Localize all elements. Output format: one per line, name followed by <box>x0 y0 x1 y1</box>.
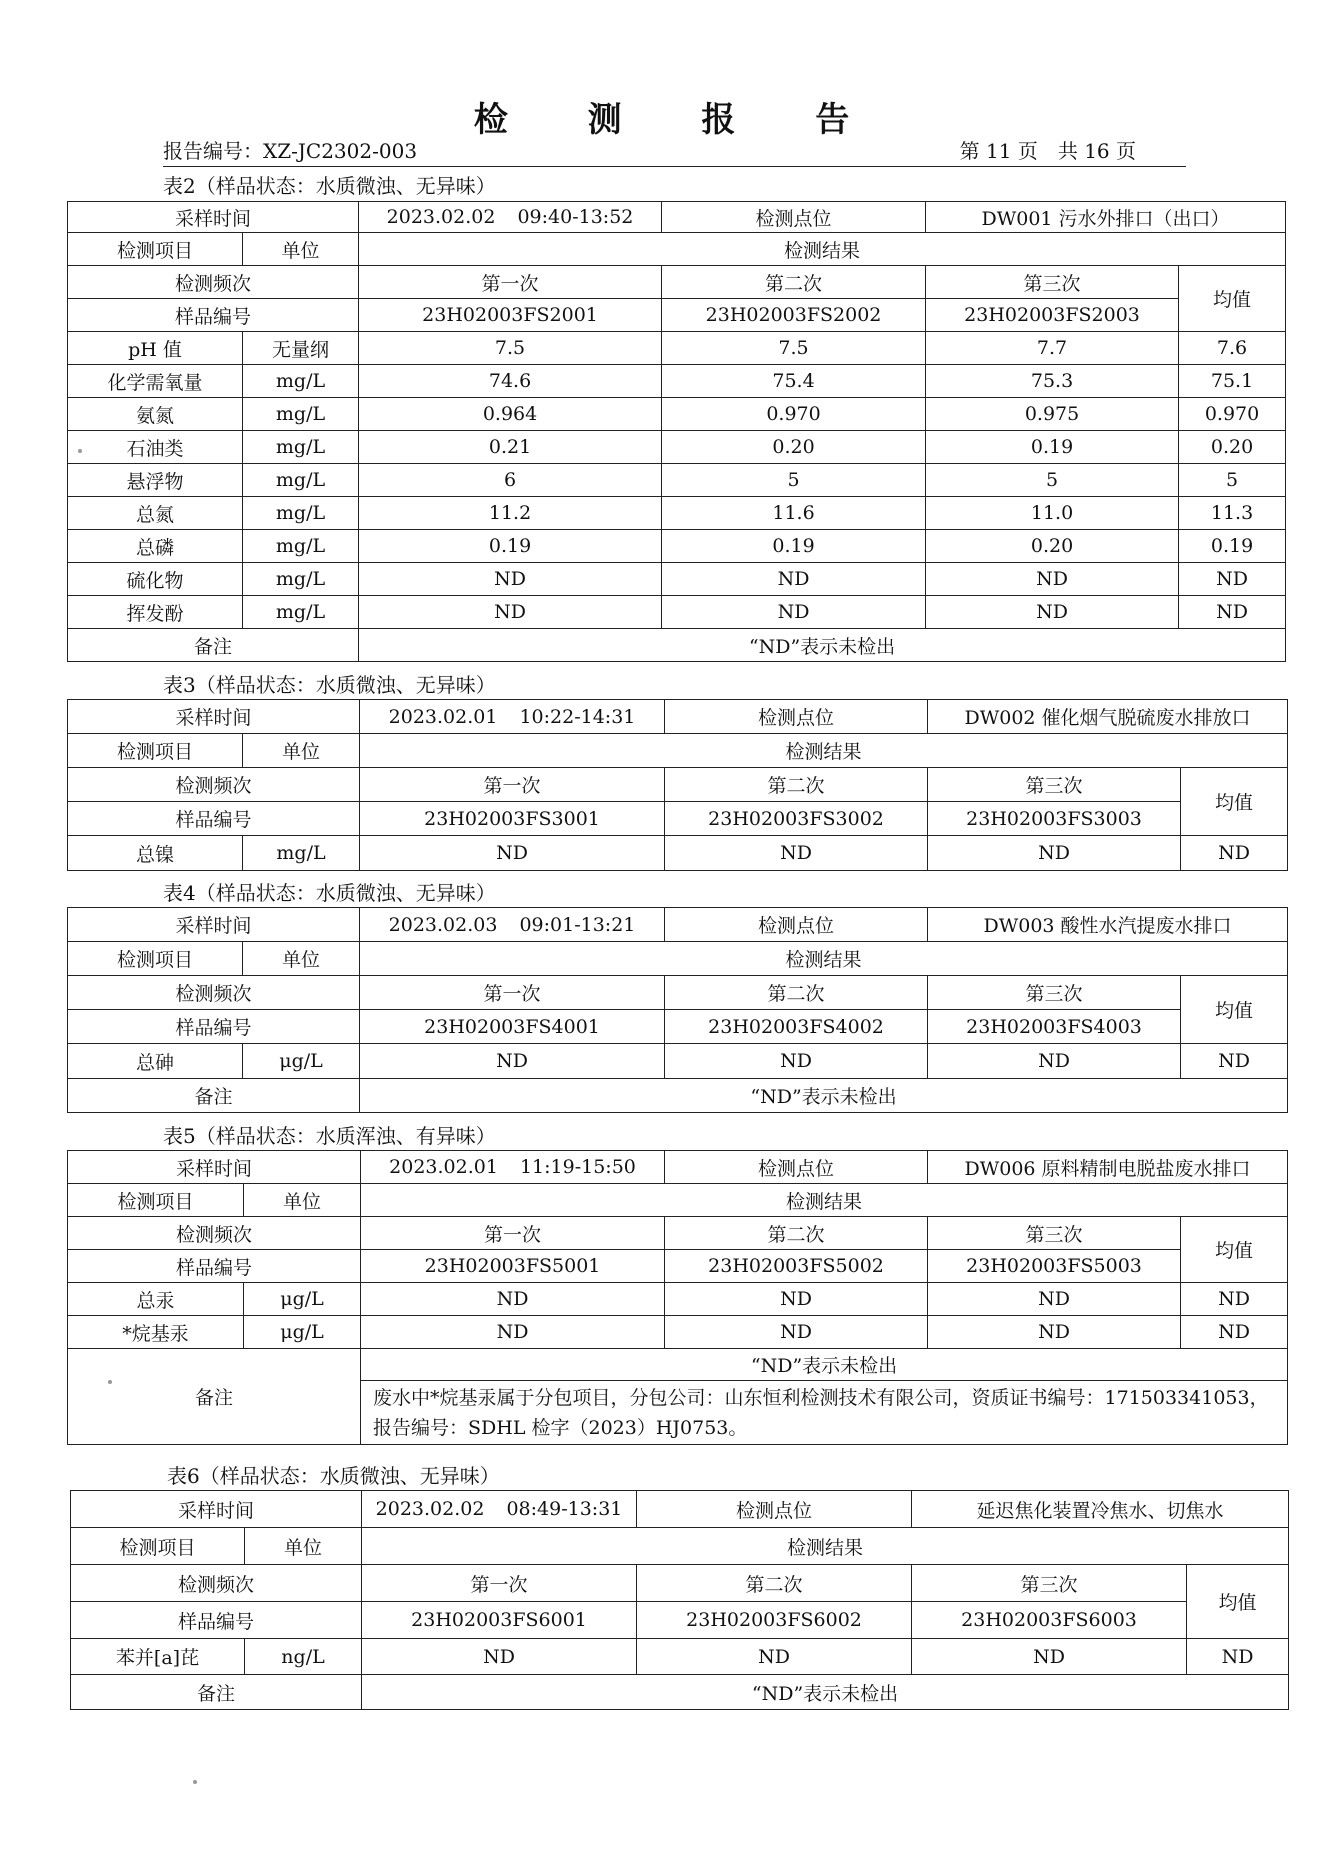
sample-id: 23H02003FS6002 <box>637 1602 912 1639</box>
value-1: 7.5 <box>359 332 662 365</box>
freq-1: 第一次 <box>362 1565 637 1602</box>
table-row <box>71 1675 1289 1710</box>
table-row <box>68 530 1286 563</box>
sample-label: 样品编号 <box>68 1010 360 1044</box>
table-row <box>71 1528 1289 1565</box>
sample-id: 23H02003FS6001 <box>362 1602 637 1639</box>
sample-id: 23H02003FS3003 <box>928 802 1181 836</box>
sample-id: 23H02003FS3001 <box>360 802 665 836</box>
item-unit: mg/L <box>243 431 359 464</box>
time-label: 采样时间 <box>71 1491 362 1528</box>
remark-label: 备注 <box>68 629 359 662</box>
point-value: DW003 酸性水汽提废水排口 <box>928 908 1288 942</box>
table-row <box>68 1044 1288 1079</box>
remark-value: “ND”表示未检出 <box>362 1675 1289 1710</box>
sample-id: 23H02003FS5002 <box>665 1250 928 1283</box>
value-2: 11.6 <box>662 497 926 530</box>
value-avg: ND <box>1179 596 1286 629</box>
item-name: 硫化物 <box>68 563 243 596</box>
table-row <box>71 1565 1289 1602</box>
value-avg: ND <box>1179 563 1286 596</box>
table-row <box>68 629 1286 662</box>
value-3: 11.0 <box>926 497 1179 530</box>
sampling-time: 2023.02.03 09:01-13:21 <box>360 908 665 942</box>
value-2: 0.970 <box>662 398 926 431</box>
table6 <box>70 1490 1289 1710</box>
table-row <box>68 1349 1288 1381</box>
item-name: 苯并[a]芘 <box>71 1639 245 1675</box>
table-row <box>71 1602 1289 1639</box>
table3-caption: 表3（样品状态：水质微浊、无异味） <box>163 673 496 697</box>
item-name: 挥发酚 <box>68 596 243 629</box>
sample-id: 23H02003FS4002 <box>665 1010 928 1044</box>
sample-id: 23H02003FS6003 <box>912 1602 1187 1639</box>
point-label: 检测点位 <box>665 908 928 942</box>
value-1: 0.964 <box>359 398 662 431</box>
unit-label: 单位 <box>243 233 359 266</box>
unit-label: 单位 <box>243 734 360 768</box>
table6-caption: 表6（样品状态：水质微浊、无异味） <box>167 1464 500 1488</box>
item-label: 检测项目 <box>68 942 243 976</box>
time-label: 采样时间 <box>68 908 360 942</box>
freq-3: 第三次 <box>926 266 1179 299</box>
value-3: 7.7 <box>926 332 1179 365</box>
time-label: 采样时间 <box>68 700 360 734</box>
freq-2: 第二次 <box>665 768 928 802</box>
value-2: 0.20 <box>662 431 926 464</box>
item-name: 总氮 <box>68 497 243 530</box>
scan-speck <box>78 449 82 453</box>
table-row <box>68 365 1286 398</box>
table-row <box>68 1079 1288 1113</box>
scan-speck <box>193 1780 197 1784</box>
value-2: ND <box>665 1044 928 1079</box>
freq-1: 第一次 <box>360 976 665 1010</box>
value-3: ND <box>912 1639 1187 1675</box>
value-avg: 0.20 <box>1179 431 1286 464</box>
sample-label: 样品编号 <box>71 1602 362 1639</box>
item-unit: mg/L <box>243 836 360 871</box>
table-row <box>68 1250 1288 1283</box>
table-row <box>71 1639 1289 1675</box>
table-row <box>68 1010 1288 1044</box>
report-number: 报告编号：XZ-JC2302-003 <box>163 139 418 163</box>
time-label: 采样时间 <box>68 202 359 233</box>
freq-label: 检测频次 <box>68 976 360 1010</box>
sample-id: 23H02003FS4001 <box>360 1010 665 1044</box>
table-row <box>68 802 1288 836</box>
item-label: 检测项目 <box>68 233 243 266</box>
remark-label: 备注 <box>68 1079 360 1113</box>
value-avg: 7.6 <box>1179 332 1286 365</box>
value-2: ND <box>665 1316 928 1349</box>
value-1: 74.6 <box>359 365 662 398</box>
item-unit: mg/L <box>243 464 359 497</box>
table-row <box>68 266 1286 299</box>
value-2: 7.5 <box>662 332 926 365</box>
sample-id: 23H02003FS5003 <box>928 1250 1181 1283</box>
value-2: ND <box>665 1283 928 1316</box>
item-unit: mg/L <box>243 497 359 530</box>
subcontract-note: 废水中*烷基汞属于分包项目，分包公司：山东恒利检测技术有限公司，资质证书编号：171503341053，报告编号：SDHL 检字（2023）HJ0753。 <box>361 1381 1288 1445</box>
item-unit: mg/L <box>243 530 359 563</box>
report-title: 检 测 报 告 <box>473 100 884 140</box>
item-name: 总磷 <box>68 530 243 563</box>
value-3: 0.19 <box>926 431 1179 464</box>
item-name: 石油类 <box>68 431 243 464</box>
value-3: ND <box>926 563 1179 596</box>
result-label: 检测结果 <box>362 1528 1289 1565</box>
unit-label: 单位 <box>243 942 360 976</box>
point-value: DW006 原料精制电脱盐废水排口 <box>928 1151 1288 1184</box>
item-name: 总砷 <box>68 1044 243 1079</box>
table-row <box>68 398 1286 431</box>
remark-value: “ND”表示未检出 <box>360 1079 1288 1113</box>
point-value: DW002 催化烟气脱硫废水排放口 <box>928 700 1288 734</box>
value-3: ND <box>928 1316 1181 1349</box>
table3 <box>67 699 1288 871</box>
freq-label: 检测频次 <box>71 1565 362 1602</box>
table-row <box>68 332 1286 365</box>
sample-id: 23H02003FS3002 <box>665 802 928 836</box>
sample-id: 23H02003FS5001 <box>361 1250 665 1283</box>
value-2: 75.4 <box>662 365 926 398</box>
avg-label: 均值 <box>1181 1217 1288 1283</box>
sample-id: 23H02003FS4003 <box>928 1010 1181 1044</box>
sample-id: 23H02003FS2002 <box>662 299 926 332</box>
sampling-time: 2023.02.02 09:40-13:52 <box>359 202 662 233</box>
value-3: 5 <box>926 464 1179 497</box>
avg-label: 均值 <box>1179 266 1286 332</box>
value-1: ND <box>360 836 665 871</box>
table-row <box>68 1217 1288 1250</box>
value-3: 0.975 <box>926 398 1179 431</box>
table-row <box>68 908 1288 942</box>
table-row <box>68 768 1288 802</box>
value-3: ND <box>928 836 1181 871</box>
table4-caption: 表4（样品状态：水质微浊、无异味） <box>163 881 496 905</box>
value-3: 75.3 <box>926 365 1179 398</box>
value-1: ND <box>360 1044 665 1079</box>
freq-label: 检测频次 <box>68 266 359 299</box>
item-name: *烷基汞 <box>68 1316 244 1349</box>
remark-label: 备注 <box>68 1349 361 1445</box>
avg-label: 均值 <box>1187 1565 1289 1639</box>
value-2: ND <box>665 836 928 871</box>
value-1: 0.21 <box>359 431 662 464</box>
item-unit: mg/L <box>243 365 359 398</box>
page-indicator: 第 11 页 共 16 页 <box>959 139 1136 163</box>
sampling-time: 2023.02.01 10:22-14:31 <box>360 700 665 734</box>
table4 <box>67 907 1288 1113</box>
table-row <box>68 596 1286 629</box>
table-row <box>68 1283 1288 1316</box>
value-1: ND <box>361 1316 665 1349</box>
value-1: ND <box>359 596 662 629</box>
value-avg: 75.1 <box>1179 365 1286 398</box>
unit-label: 单位 <box>245 1528 362 1565</box>
table2 <box>67 201 1286 662</box>
table-row <box>68 976 1288 1010</box>
table-row <box>68 431 1286 464</box>
table-row <box>68 734 1288 768</box>
value-avg: ND <box>1181 1316 1288 1349</box>
value-avg: 0.970 <box>1179 398 1286 431</box>
point-value: DW001 污水外排口（出口） <box>926 202 1286 233</box>
item-unit: ng/L <box>245 1639 362 1675</box>
freq-1: 第一次 <box>359 266 662 299</box>
item-unit: μg/L <box>243 1044 360 1079</box>
table-row <box>68 942 1288 976</box>
value-1: ND <box>361 1283 665 1316</box>
result-label: 检测结果 <box>361 1184 1288 1217</box>
freq-3: 第三次 <box>928 768 1181 802</box>
freq-label: 检测频次 <box>68 768 360 802</box>
remark-value: “ND”表示未检出 <box>359 629 1286 662</box>
item-name: 总汞 <box>68 1283 244 1316</box>
value-avg: ND <box>1187 1639 1289 1675</box>
avg-label: 均值 <box>1181 976 1288 1044</box>
time-label: 采样时间 <box>68 1151 361 1184</box>
item-name: 总镍 <box>68 836 243 871</box>
table-row <box>68 563 1286 596</box>
value-3: ND <box>926 596 1179 629</box>
value-3: ND <box>928 1044 1181 1079</box>
remark-label: 备注 <box>71 1675 362 1710</box>
freq-3: 第三次 <box>928 976 1181 1010</box>
table-row <box>68 233 1286 266</box>
value-2: 5 <box>662 464 926 497</box>
table-row <box>71 1491 1289 1528</box>
table-row <box>68 299 1286 332</box>
item-name: 氨氮 <box>68 398 243 431</box>
value-avg: 5 <box>1179 464 1286 497</box>
value-avg: ND <box>1181 1283 1288 1316</box>
scan-speck <box>108 1380 112 1384</box>
value-2: ND <box>637 1639 912 1675</box>
freq-2: 第二次 <box>665 1217 928 1250</box>
item-label: 检测项目 <box>71 1528 245 1565</box>
unit-label: 单位 <box>244 1184 361 1217</box>
table-row <box>68 1151 1288 1184</box>
freq-3: 第三次 <box>912 1565 1187 1602</box>
table5-caption: 表5（样品状态：水质浑浊、有异味） <box>163 1124 496 1148</box>
sample-label: 样品编号 <box>68 299 359 332</box>
sampling-time: 2023.02.01 11:19-15:50 <box>361 1151 665 1184</box>
item-unit: mg/L <box>243 563 359 596</box>
sample-label: 样品编号 <box>68 802 360 836</box>
table-row <box>68 464 1286 497</box>
sample-id: 23H02003FS2001 <box>359 299 662 332</box>
value-1: 0.19 <box>359 530 662 563</box>
point-value: 延迟焦化装置冷焦水、切焦水 <box>912 1491 1289 1528</box>
freq-2: 第二次 <box>662 266 926 299</box>
value-avg: ND <box>1181 1044 1288 1079</box>
point-label: 检测点位 <box>662 202 926 233</box>
table-row <box>68 497 1286 530</box>
table-row <box>68 836 1288 871</box>
point-label: 检测点位 <box>637 1491 912 1528</box>
table-row <box>68 202 1286 233</box>
item-unit: μg/L <box>244 1316 361 1349</box>
result-label: 检测结果 <box>359 233 1286 266</box>
table5 <box>67 1150 1288 1445</box>
table2-caption: 表2（样品状态：水质微浊、无异味） <box>163 174 496 198</box>
value-avg: 0.19 <box>1179 530 1286 563</box>
remark-value: “ND”表示未检出 <box>361 1349 1288 1381</box>
point-label: 检测点位 <box>665 700 928 734</box>
value-2: 0.19 <box>662 530 926 563</box>
item-name: 悬浮物 <box>68 464 243 497</box>
item-label: 检测项目 <box>68 1184 244 1217</box>
item-name: pH 值 <box>68 332 243 365</box>
sample-label: 样品编号 <box>68 1250 361 1283</box>
value-2: ND <box>662 563 926 596</box>
table-row <box>68 700 1288 734</box>
item-unit: mg/L <box>243 596 359 629</box>
value-1: ND <box>359 563 662 596</box>
value-2: ND <box>662 596 926 629</box>
sampling-time: 2023.02.02 08:49-13:31 <box>362 1491 637 1528</box>
value-avg: ND <box>1181 836 1288 871</box>
item-unit: μg/L <box>244 1283 361 1316</box>
result-label: 检测结果 <box>360 734 1288 768</box>
value-1: ND <box>362 1639 637 1675</box>
point-label: 检测点位 <box>665 1151 928 1184</box>
report-header <box>163 136 1186 167</box>
value-avg: 11.3 <box>1179 497 1286 530</box>
value-3: 0.20 <box>926 530 1179 563</box>
value-3: ND <box>928 1283 1181 1316</box>
freq-1: 第一次 <box>361 1217 665 1250</box>
item-unit: mg/L <box>243 398 359 431</box>
item-label: 检测项目 <box>68 734 243 768</box>
freq-3: 第三次 <box>928 1217 1181 1250</box>
item-unit: 无量纲 <box>243 332 359 365</box>
table-row <box>68 1184 1288 1217</box>
result-label: 检测结果 <box>360 942 1288 976</box>
freq-label: 检测频次 <box>68 1217 361 1250</box>
avg-label: 均值 <box>1181 768 1288 836</box>
value-1: 11.2 <box>359 497 662 530</box>
freq-1: 第一次 <box>360 768 665 802</box>
item-name: 化学需氧量 <box>68 365 243 398</box>
table-row <box>68 1316 1288 1349</box>
sample-id: 23H02003FS2003 <box>926 299 1179 332</box>
freq-2: 第二次 <box>665 976 928 1010</box>
freq-2: 第二次 <box>637 1565 912 1602</box>
value-1: 6 <box>359 464 662 497</box>
